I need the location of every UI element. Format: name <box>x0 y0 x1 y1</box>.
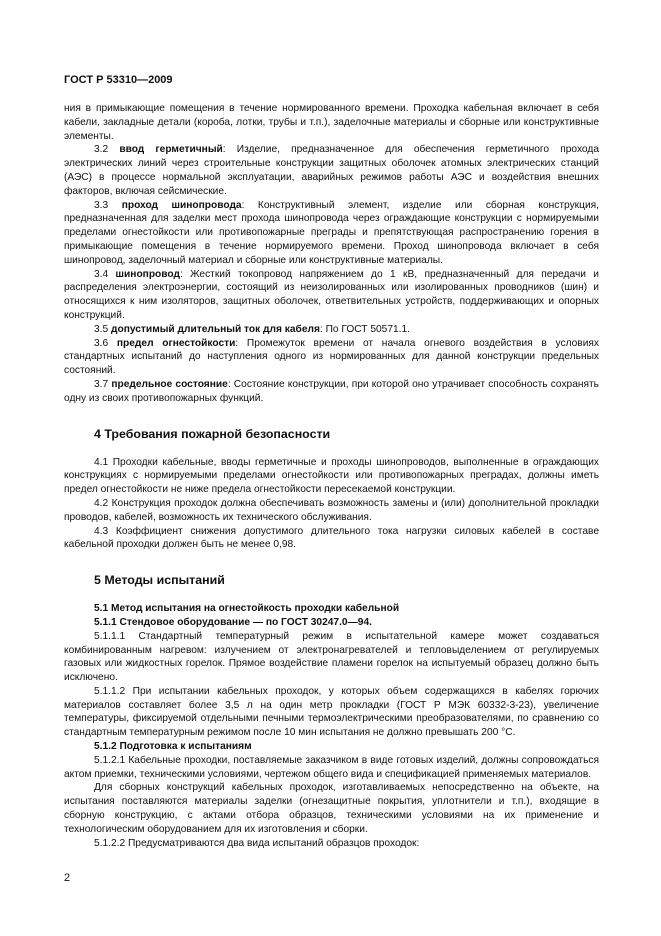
term-3-4 <box>64 268 599 323</box>
subsection-5-1-title: 5.1 Метод испытания на огнестойкость проходки кабельной <box>94 603 400 615</box>
term-3-7 <box>64 378 599 406</box>
paragraph-4-3: 4.3 Коэффициент снижения допустимого длительного тока нагрузки силовых кабелей в составе кабельной проходки должен быть не менее 0,98. <box>64 525 599 551</box>
term-name: шинопровод <box>115 268 180 280</box>
document-body <box>64 102 599 850</box>
term-definition: : Жесткий токопровод напряжением до 1 кВ, предназначенный для передачи и распределения электроэнергии, состоящий из неизолированных или изолированных проводников (шин) и относящихся к ним изоляторов, защитных оболочек, ответвительных устройств, поддерживающих и опорных конструкций. <box>64 268 599 321</box>
term-name: предел огнестойкости <box>116 337 236 349</box>
section-4-title: 4 Требования пожарной безопасности <box>94 426 331 441</box>
document-code-header: ГОСТ Р 53310—2009 <box>64 74 173 86</box>
paragraph-5-1-2-2: 5.1.2.2 Предусматриваются два вида испытаний образцов проходок: <box>94 837 420 849</box>
subsection-5-1-1-title: 5.1.1 Стендовое оборудование — по ГОСТ 30247.0—94. <box>94 616 372 628</box>
paragraph-continuation: ния в примыкающие помещения в течение нормированного времени. Проходка кабельная включает в себя кабели, закладные детали (короба, лотки, трубы и т.п.), заделочные материалы и сборные или конструктивные элементы. <box>64 103 599 142</box>
term-number: 3.5 <box>94 323 109 335</box>
term-number: 3.7 <box>94 378 109 390</box>
paragraph-4-2: 4.2 Конструкция проходок должна обеспечивать возможность замены и (или) дополнительной прокладки проводов, кабелей, возможность их технического обслуживания. <box>64 497 599 523</box>
term-number: 3.2 <box>94 144 109 156</box>
term-name: ввод герметичный <box>119 144 223 156</box>
term-number: 3.6 <box>94 337 109 349</box>
term-definition: : Изделие, предназначенное для обеспечения герметичного прохода электрических линий через строительные конструкции защитных оболочек атомных электрических станций (АЭС) в процессе нормальной эксплуатации, аварийных режимов работы АЭС и воздействия внешних факторов, включая сейсмические. <box>64 144 599 197</box>
term-3-2 <box>64 143 599 198</box>
section-5-title: 5 Методы испытаний <box>94 573 225 588</box>
paragraph-5-1-1-2: 5.1.1.2 При испытании кабельных проходок, у которых объем содержащихся в кабелях горючих материалов составляет более 3,5 л на один метр прокладки (ГОСТ Р МЭК 60332-3-23), увеличение температуры, фиксируемой отдельными печными термоэлектрическими преобразователями, по сравнению со стандартным температурным режимом после 10 мин испытания не должно превышать 200 °С. <box>64 685 599 739</box>
paragraph-assembly: Для сборных конструкций кабельных проходок, изготавливаемых непосредственно на объекте, на испытания поставляются материалы заделки (огнезащитные покрытия, уплотнители и т.п.), входящие в сборную конструкцию, с актами отбора образцов, техническими условиями на их применение и технологическим оборудованием для их изготовления и сборки. <box>64 782 599 835</box>
term-name: проход шинопровода <box>121 199 242 211</box>
term-number: 3.4 <box>94 268 109 280</box>
paragraph-5-1-1-1: 5.1.1.1 Стандартный температурный режим в испытательной камере может создаваться комбинированным нагревом: излучением от электронагревателей и тепловыделением от регулируемых газовых или жидкостных горелок. Прямое воздействие пламени горелок на испытуемый образец должно быть исключено. <box>64 630 599 684</box>
term-name: предельное состояние <box>111 378 228 390</box>
paragraph-5-1-2-1: 5.1.2.1 Кабельные проходки, поставляемые заказчиком в виде готовых изделий, должны сопровождаться актом приемки, техническими условиями, чертежом общего вида и спецификацией применяемых материалов. <box>64 754 599 780</box>
term-3-6 <box>64 337 599 378</box>
term-definition: : По ГОСТ 50571.1. <box>319 323 410 335</box>
term-3-5 <box>64 323 599 337</box>
paragraph-4-1: 4.1 Проходки кабельные, вводы герметичные и проходы шинопроводов, выполненные в ограждающих конструкциях с нормируемыми пределами огнестойкости или противопожарных преградах, должны иметь предел огнестойкости не ниже предела огнестойкости пересекаемой конструкции. <box>64 456 599 496</box>
page-number: 2 <box>64 872 71 884</box>
term-name: допустимый длительный ток для кабеля <box>111 323 320 335</box>
term-3-3 <box>64 199 599 268</box>
term-definition: : Состояние конструкции, при которой оно утрачивает способность сохранять одну из своих противопожарных функций. <box>64 378 599 404</box>
term-definition: : Конструктивный элемент, изделие или сборная конструкция, предназначенная для заделки мест прохода шинопровода через ограждающие конструкции с нормируемыми пределами огнестойкости или противопожарные преграды и препятствующая распространению горения в примыкающие помещения в течение нормируемого времени. Проход шинопровода включает в себя шинопровод, заделочный материал и сборные или конструктивные материалы. <box>64 199 599 266</box>
term-definition: : Промежуток времени от начала огневого воздействия в условиях стандартных испытаний до наступления одного из нормированных для данной конструкции предельных состояний. <box>64 337 600 377</box>
term-number: 3.3 <box>94 199 109 211</box>
subsection-5-1-2-title: 5.1.2 Подготовка к испытаниям <box>94 741 252 753</box>
